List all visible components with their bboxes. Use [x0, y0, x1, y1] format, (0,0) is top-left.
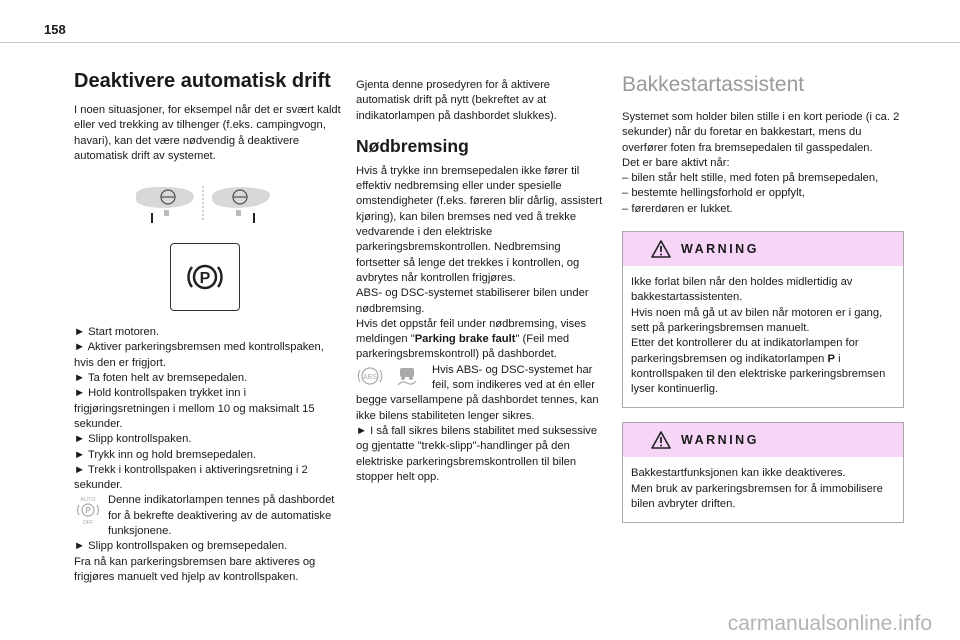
svg-text:ABS: ABS	[362, 373, 378, 381]
steering-wheels-illustration	[128, 184, 278, 224]
parking-brake-p-icon	[170, 243, 240, 311]
abs-warning-icon	[358, 368, 381, 384]
emergency-para1: Hvis å trykke inn bremsepedalen ikke fører til effektiv nedbremsing eller under spesielle omstendigheter (f.eks. føreren blir dårlig, assistert kjøring), kan bilen bremses ned ved å trekke vedvarende i den elektriske parkeringsbremskontrollen. Nedbremsing fortsetter så lenge det trekkes i kontrollen, og avbrytes når kontrollen frigjøres.	[356, 164, 603, 284]
warning-header-1	[623, 232, 903, 266]
hill-start-intro: Systemet som holder bilen stille i en kort periode (i ca. 2 sekunder) når du foretar en bakkestart, mens du overfører foten fra bremsepedalen til gasspedalen.	[622, 111, 900, 154]
warning-box-2	[622, 422, 904, 523]
column-hill-start	[622, 72, 904, 523]
lamp-text: Denne indikatorlampen tennes på dashbordet for å bekrefte deaktivering av de automatiske funksjonene.	[108, 494, 335, 538]
dsc-warning-icon	[398, 368, 416, 385]
column-emergency	[356, 78, 606, 485]
warning-triangle-icon	[651, 240, 671, 258]
warning-text-2: Bakkestartfunksjonen kan ikke deaktiveres. Men bruk av parkeringsbremsen for å immobilisere bilen avbryter driften.	[631, 467, 883, 511]
warning-title-2: WARNING	[681, 433, 759, 448]
svg-text:P: P	[85, 506, 91, 516]
emergency-para3: Hvis det oppstår feil under nødbremsing, vises meldingen "Parking brake fault" (Feil med parkeringsbremskontroll) på dashbordet.	[356, 317, 587, 361]
warning-triangle-icon	[651, 431, 671, 449]
intro-deactivate: I noen situasjoner, for eksempel når det er svært kaldt eller ved trekking av tilhenger (f.eks. campingvogn, havari), kan det være nødvendig å deaktivere automatisk drift av systemet.	[74, 104, 341, 162]
hill-start-conditions: Det er bare aktivt når: – bilen står helt stille, med foten på bremsepedalen, – bestemte hellingsforhold er oppfylt, – førerdøren er lukket.	[622, 156, 879, 215]
column-deactivate	[74, 68, 344, 585]
warning-box-1	[622, 231, 904, 408]
auto-off-lamp-icon	[74, 495, 102, 525]
reactivate-text: Gjenta denne prosedyren for å aktivere automatisk drift på nytt (bekreftet av at indikatorlampen på dashbordet slukkes).	[356, 79, 557, 122]
svg-text:AUTO: AUTO	[80, 497, 96, 504]
fault-message: Parking brake fault	[414, 333, 516, 346]
svg-text:OFF: OFF	[82, 520, 94, 526]
steps-release: ► Slipp kontrollspaken og bremsepedalen. Fra nå kan parkeringsbremsen bare aktiveres og frigjøres manuelt ved hjelp av kontrollspaken.	[74, 540, 316, 583]
heading-hill-start: Bakkestartassistent	[622, 73, 805, 96]
page-number: 158	[44, 22, 66, 37]
svg-text:P: P	[199, 270, 211, 288]
steps-deactivate: ► Start motoren. ► Aktiver parkeringsbremsen med kontrollspaken, hvis den er frigjort. ► Ta foten helt av bremsepedalen. ► Hold kontrollspaken trykket inn i frigjøringsretningen i mellom 10 og maksimalt 15 sekunder. ► Slipp kontrollspaken. ► Trykk inn og hold bremsepedalen. ► Trekk i kontrollspaken i aktiveringsretning i 2 sekunder.	[74, 326, 324, 492]
heading-deactivate: Deaktivere automatisk drift	[74, 70, 331, 92]
warning-header-2	[623, 423, 903, 457]
emergency-para5: ► I så fall sikres bilens stabilitet med suksessive og gjentatte "trekk-slipp"-handlinger på den elektriske parkeringsbremskontrollen til bilen stopper helt opp.	[356, 424, 598, 483]
warning-title-1: WARNING	[681, 242, 759, 257]
warning-text-1: Ikke forlat bilen når den holdes midlertidig av bakkestartassistenten. Hvis noen må gå ut av bilen når motoren er i gang, sett på parkeringsbremsen manuelt. Etter det kontrollerer du at indikatorlampen for parkeringsbremsen og indikatorlampen P i kontrollspaken til den elektriske parkeringsbremsen lyser kontinuerlig.	[631, 276, 886, 396]
watermark: carmanualsonline.info	[727, 612, 932, 635]
abs-dsc-warning-icons	[356, 365, 426, 387]
emergency-para2: ABS- og DSC-systemet stabiliserer bilen under nødbremsing.	[356, 287, 589, 315]
emergency-para4: Hvis ABS- og DSC-systemet har feil, som indikeres ved at én eller begge varsellampene på dashbordet tennes, kan ikke bilens stabiliteten lenger sikres.	[356, 363, 599, 422]
header-rule	[0, 42, 960, 43]
heading-emergency: Nødbremsing	[356, 135, 469, 156]
